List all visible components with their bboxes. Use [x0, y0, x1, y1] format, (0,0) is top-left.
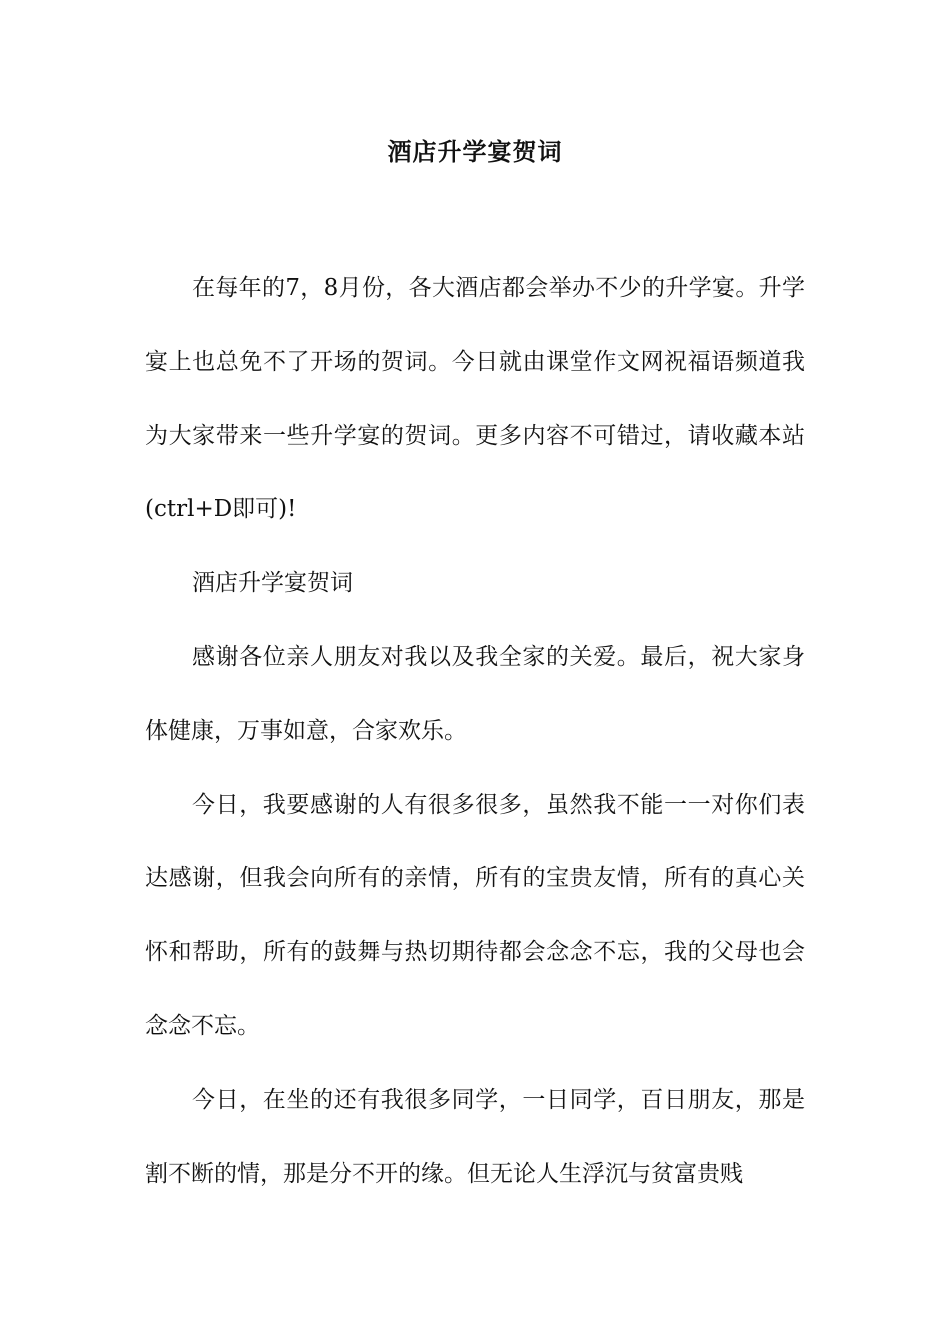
- paragraph-thanks: 感谢各位亲人朋友对我以及我全家的关爱。最后，祝大家身体健康，万事如意，合家欢乐。: [145, 643, 805, 744]
- document-title: 酒店升学宴贺词: [387, 137, 563, 166]
- paragraph-gratitude: 今日，我要感谢的人有很多很多，虽然我不能一一对你们表达感谢，但我会向所有的亲情，所有的宝贵友情，所有的真心关怀和帮助，所有的鼓舞与热切期待都会念念不忘，我的父母也会念念不忘。: [145, 791, 805, 1039]
- paragraph-classmates: 今日，在坐的还有我很多同学，一日同学，百日朋友，那是割不断的情，那是分不开的缘。但无论人生浮沉与贫富贵贱: [145, 1086, 805, 1187]
- paragraph-subtitle: 酒店升学宴贺词: [192, 570, 353, 597]
- paragraph-intro: 在每年的7，8月份，各大酒店都会举办不少的升学宴。升学宴上也总免不了开场的贺词。今日就由课堂作文网祝福语频道我为大家带来一些升学宴的贺词。更多内容不可错过，请收藏本站(ctrl+D即可)!: [145, 275, 805, 523]
- document-body: [145, 252, 805, 1211]
